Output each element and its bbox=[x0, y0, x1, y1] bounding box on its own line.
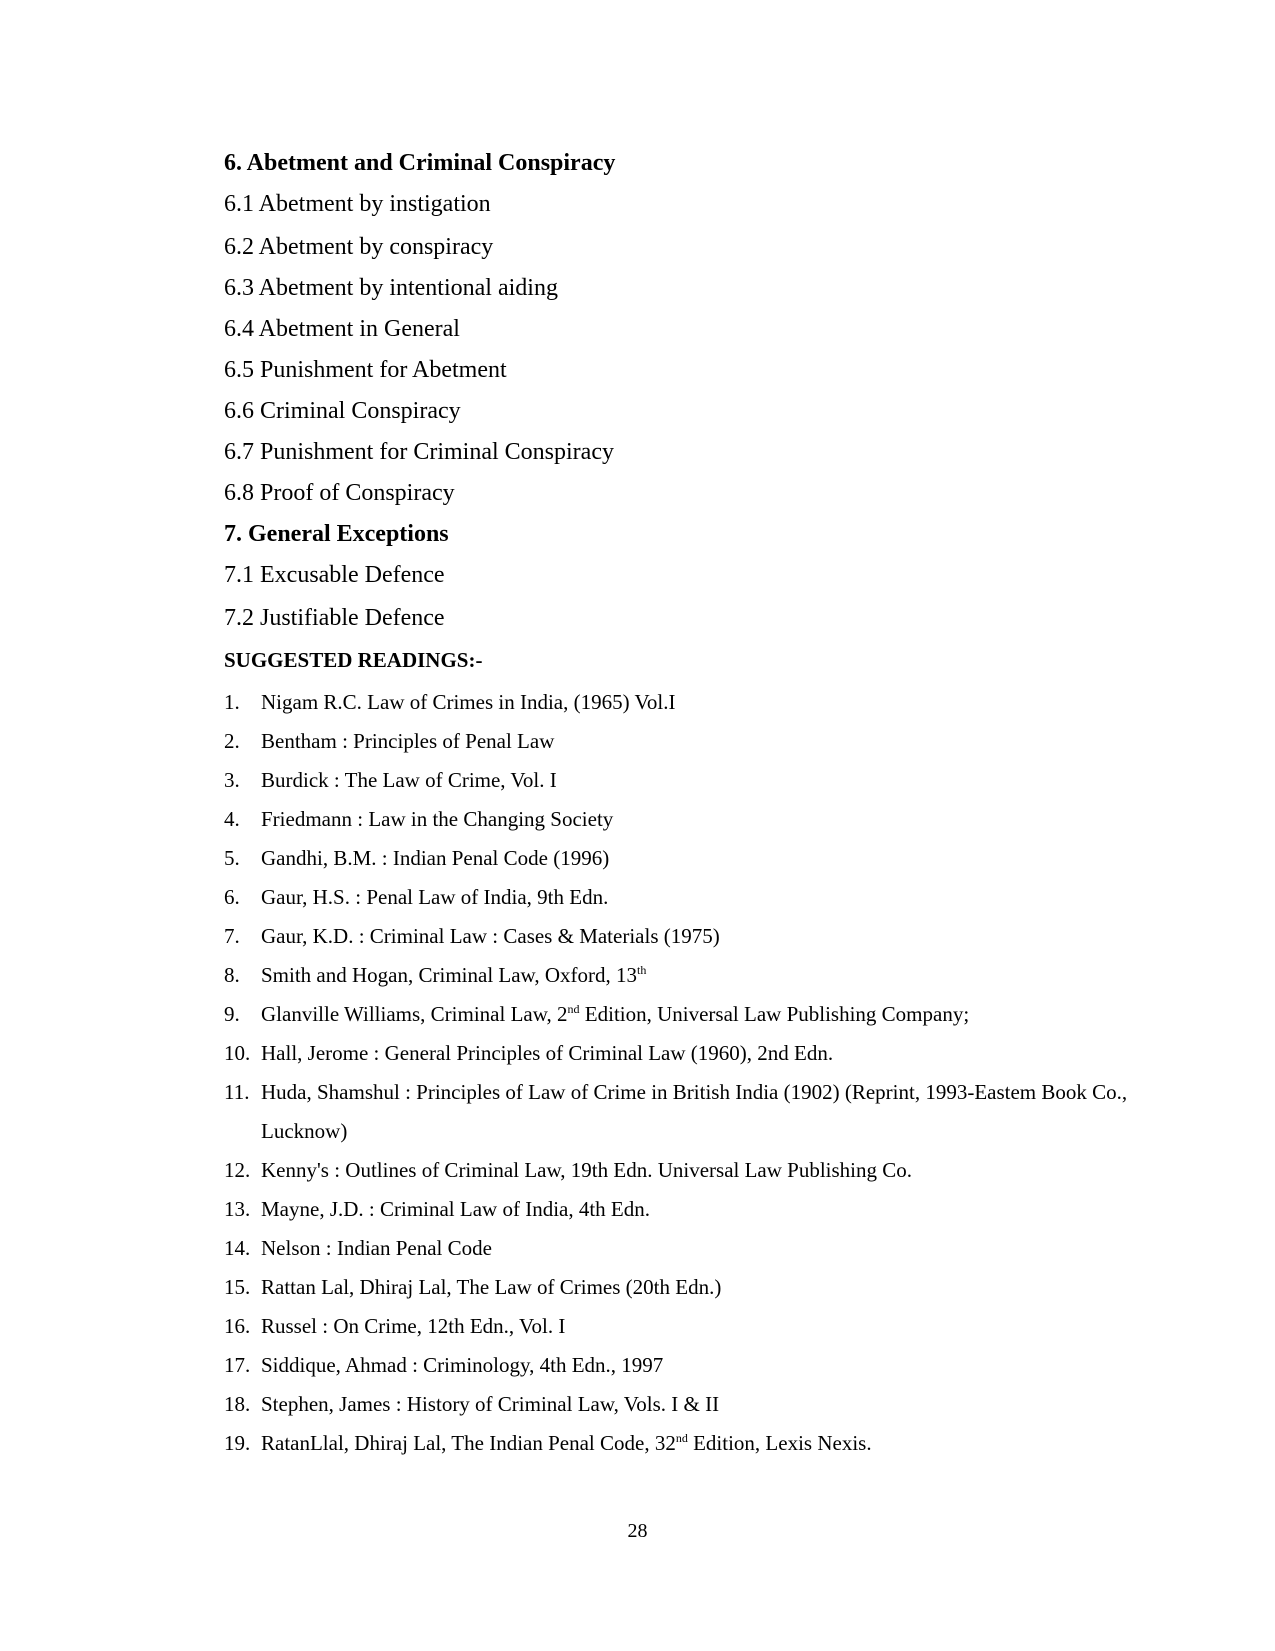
sub-item-6-4: 6.4 Abetment in General bbox=[224, 316, 460, 342]
reading-number: 15. bbox=[224, 1275, 251, 1299]
reading-text: Bentham : Principles of Penal Law bbox=[261, 729, 555, 753]
reading-number: 17. bbox=[224, 1353, 251, 1377]
reading-item bbox=[224, 1190, 1164, 1229]
reading-text-after: Edition, Universal Law Publishing Company; bbox=[579, 1002, 970, 1026]
reading-number: 18. bbox=[224, 1392, 251, 1416]
reading-item bbox=[224, 683, 1164, 722]
sub-item-6-7: 6.7 Punishment for Criminal Conspiracy bbox=[224, 439, 614, 465]
reading-item bbox=[224, 722, 1164, 761]
sub-item-6-3: 6.3 Abetment by intentional aiding bbox=[224, 275, 558, 301]
reading-item bbox=[224, 995, 1164, 1034]
reading-text: Stephen, James : History of Criminal Law, Vols. I & II bbox=[261, 1392, 720, 1416]
sub-item-6-2: 6.2 Abetment by conspiracy bbox=[224, 234, 494, 260]
reading-item bbox=[224, 878, 1164, 917]
reading-number: 4. bbox=[224, 807, 240, 831]
reading-number: 12. bbox=[224, 1158, 251, 1182]
sub-item-6-6: 6.6 Criminal Conspiracy bbox=[224, 398, 461, 424]
reading-item bbox=[224, 1385, 1164, 1424]
reading-number: 5. bbox=[224, 846, 240, 870]
reading-superscript: nd bbox=[567, 1002, 580, 1016]
sub-item-6-8: 6.8 Proof of Conspiracy bbox=[224, 480, 455, 506]
section-heading-7: 7. General Exceptions bbox=[224, 521, 449, 547]
reading-number: 10. bbox=[224, 1041, 251, 1065]
reading-number: 1. bbox=[224, 690, 240, 714]
reading-item bbox=[224, 956, 1164, 995]
page-content bbox=[224, 146, 1164, 1463]
reading-number: 3. bbox=[224, 768, 240, 792]
reading-number: 13. bbox=[224, 1197, 251, 1221]
sub-item-7-1: 7.1 Excusable Defence bbox=[224, 562, 445, 588]
readings-heading: SUGGESTED READINGS:- bbox=[224, 648, 483, 672]
section-heading-6: 6. Abetment and Criminal Conspiracy bbox=[224, 150, 616, 176]
reading-number: 2. bbox=[224, 729, 240, 753]
reading-number: 7. bbox=[224, 924, 240, 948]
reading-text: Burdick : The Law of Crime, Vol. I bbox=[261, 768, 557, 792]
reading-text: Nelson : Indian Penal Code bbox=[261, 1236, 492, 1260]
reading-item bbox=[224, 1307, 1164, 1346]
reading-text: Rattan Lal, Dhiraj Lal, The Law of Crimes (20th Edn.) bbox=[261, 1275, 722, 1299]
readings-list bbox=[224, 683, 1164, 1463]
reading-text: Glanville Williams, Criminal Law, 2 bbox=[261, 1002, 568, 1026]
reading-item bbox=[224, 1229, 1164, 1268]
reading-item bbox=[224, 839, 1164, 878]
reading-superscript: th bbox=[637, 963, 647, 977]
reading-superscript: nd bbox=[675, 1431, 688, 1445]
reading-number: 14. bbox=[224, 1236, 251, 1260]
reading-text: Gaur, H.S. : Penal Law of India, 9th Edn. bbox=[261, 885, 609, 909]
reading-item bbox=[224, 1034, 1164, 1073]
page-number: 28 bbox=[627, 1520, 648, 1542]
reading-text: Russel : On Crime, 12th Edn., Vol. I bbox=[261, 1314, 566, 1338]
reading-item bbox=[224, 1268, 1164, 1307]
reading-text: Friedmann : Law in the Changing Society bbox=[261, 807, 614, 831]
reading-text: Smith and Hogan, Criminal Law, Oxford, 13 bbox=[261, 963, 638, 987]
reading-item bbox=[224, 800, 1164, 839]
reading-text: Nigam R.C. Law of Crimes in India, (1965) Vol.I bbox=[261, 690, 676, 714]
reading-item bbox=[224, 761, 1164, 800]
reading-text: Gandhi, B.M. : Indian Penal Code (1996) bbox=[261, 846, 610, 870]
reading-item bbox=[224, 917, 1164, 956]
reading-text: Huda, Shamshul : Principles of Law of Crime in British India (1902) (Reprint, 1993-Eastem Book Co., Lucknow) bbox=[261, 1080, 1128, 1143]
sub-item-6-5: 6.5 Punishment for Abetment bbox=[224, 357, 507, 383]
reading-number: 6. bbox=[224, 885, 240, 909]
reading-text-after: Edition, Lexis Nexis. bbox=[687, 1431, 872, 1455]
sub-item-7-2: 7.2 Justifiable Defence bbox=[224, 605, 445, 631]
reading-number: 16. bbox=[224, 1314, 251, 1338]
reading-number: 8. bbox=[224, 963, 240, 987]
reading-text: RatanLlal, Dhiraj Lal, The Indian Penal Code, 32 bbox=[261, 1431, 676, 1455]
reading-number: 11. bbox=[224, 1080, 250, 1104]
reading-text: Siddique, Ahmad : Criminology, 4th Edn., 1997 bbox=[261, 1353, 664, 1377]
reading-number: 19. bbox=[224, 1431, 251, 1455]
reading-item bbox=[224, 1073, 1164, 1151]
reading-item bbox=[224, 1424, 1164, 1463]
reading-item bbox=[224, 1346, 1164, 1385]
reading-text: Mayne, J.D. : Criminal Law of India, 4th Edn. bbox=[261, 1197, 651, 1221]
reading-item bbox=[224, 1151, 1164, 1190]
reading-text: Gaur, K.D. : Criminal Law : Cases & Materials (1975) bbox=[261, 924, 720, 948]
reading-text: Hall, Jerome : General Principles of Criminal Law (1960), 2nd Edn. bbox=[261, 1041, 834, 1065]
sub-item-6-1: 6.1 Abetment by instigation bbox=[224, 191, 491, 217]
reading-text: Kenny's : Outlines of Criminal Law, 19th Edn. Universal Law Publishing Co. bbox=[261, 1158, 913, 1182]
reading-number: 9. bbox=[224, 1002, 240, 1026]
